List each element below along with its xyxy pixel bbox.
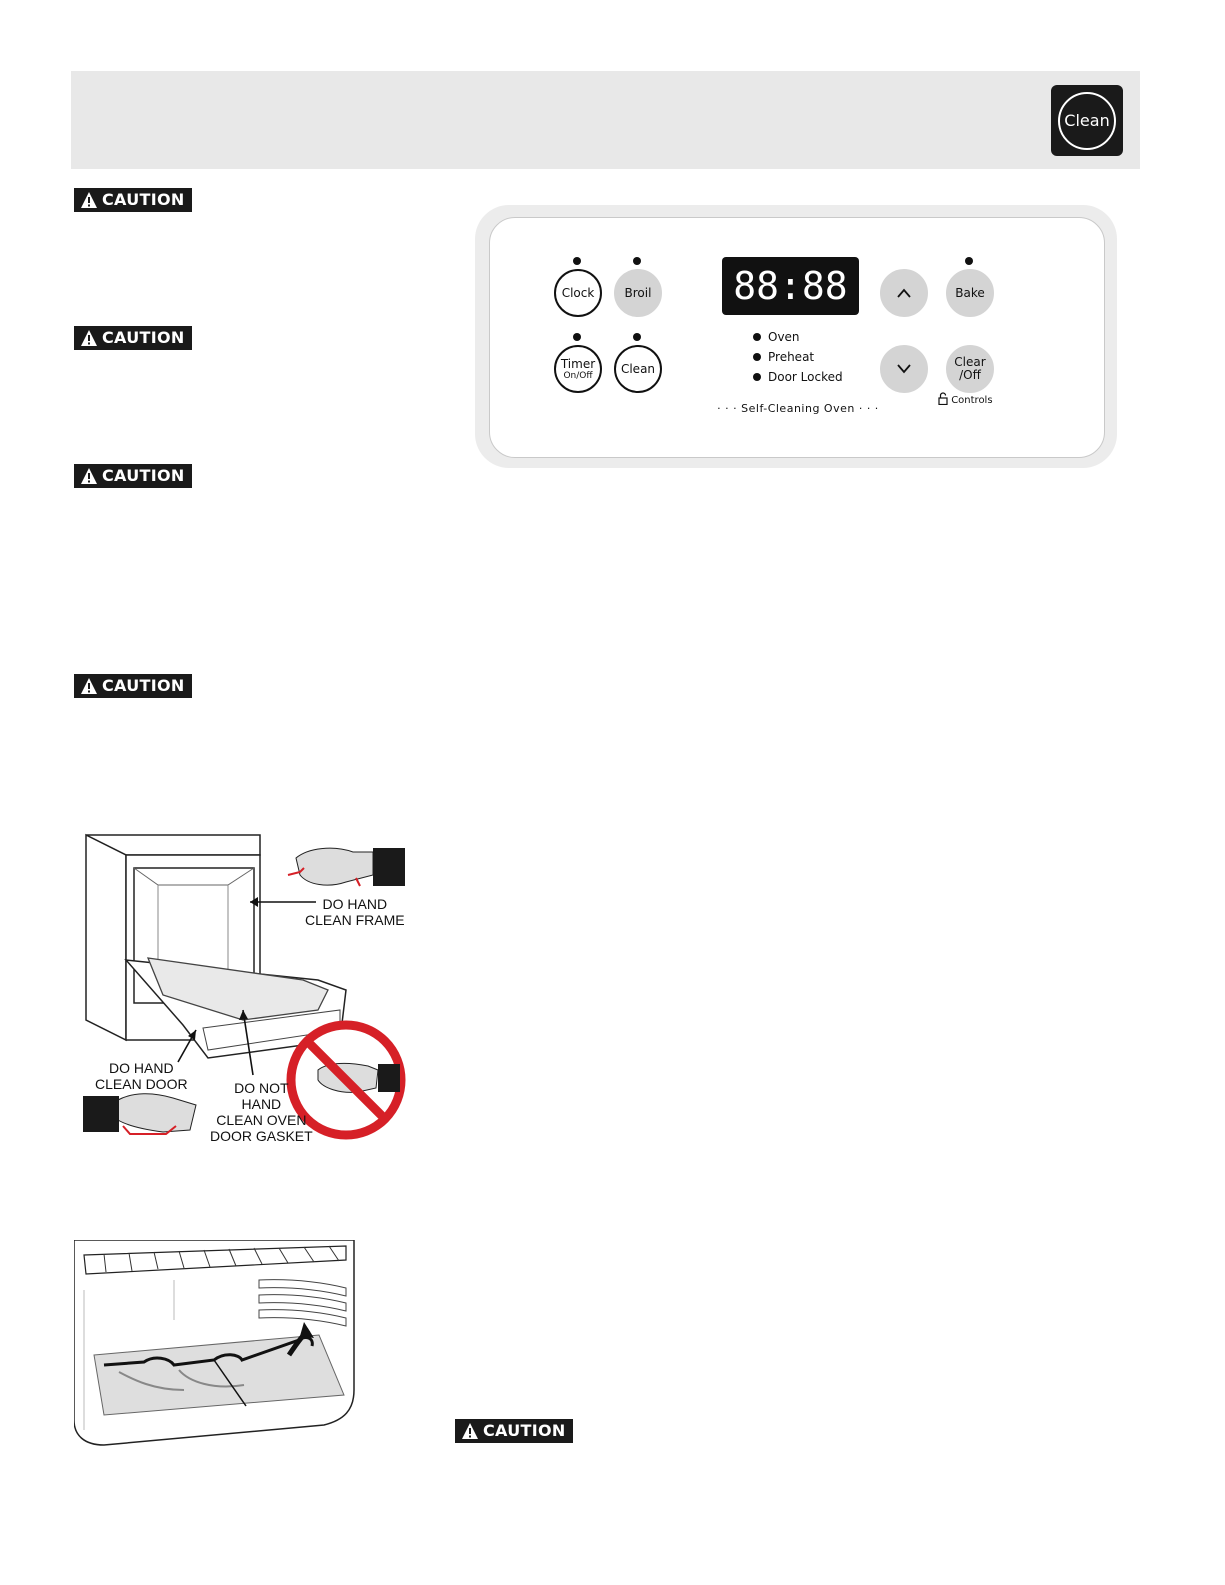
warning-triangle-icon xyxy=(80,329,98,347)
caution-label-2: CAUTION xyxy=(74,326,192,350)
up-arrow-button[interactable] xyxy=(880,269,928,317)
down-arrow-button[interactable] xyxy=(880,345,928,393)
clock-display: 88:88 xyxy=(722,257,859,315)
self-cleaning-oven-label: · · · Self-Cleaning Oven · · · xyxy=(717,402,879,415)
bake-element-illustration xyxy=(74,1240,364,1450)
clean-button[interactable]: Clean xyxy=(614,345,662,393)
frame-callout: DO HAND CLEAN FRAME xyxy=(305,896,405,928)
caution-label-1: CAUTION xyxy=(74,188,192,212)
caution-label-3: CAUTION xyxy=(74,464,192,488)
gasket-callout: DO NOT HAND CLEAN OVEN DOOR GASKET xyxy=(210,1080,313,1144)
lock-icon xyxy=(938,392,948,405)
caution-label-4: CAUTION xyxy=(74,674,192,698)
clean-badge-icon xyxy=(1051,85,1123,156)
clock-led xyxy=(573,257,581,265)
header-band xyxy=(71,71,1140,169)
door-callout: DO HAND CLEAN DOOR xyxy=(95,1060,188,1092)
warning-triangle-icon xyxy=(80,467,98,485)
clear-off-button[interactable]: Clear /Off xyxy=(946,345,994,393)
chevron-down-icon xyxy=(896,363,912,375)
lock-controls-label: Controls xyxy=(938,392,993,406)
bake-button[interactable]: Bake xyxy=(946,269,994,317)
door-locked-indicator: Door Locked xyxy=(753,370,843,384)
clock-button[interactable]: Clock xyxy=(554,269,602,317)
timer-button[interactable]: Timer On/Off xyxy=(554,345,602,393)
clean-led xyxy=(633,333,641,341)
timer-led xyxy=(573,333,581,341)
oven-indicator: Oven xyxy=(753,330,800,344)
chevron-up-icon xyxy=(896,287,912,299)
warning-triangle-icon xyxy=(80,677,98,695)
bake-led xyxy=(965,257,973,265)
warning-triangle-icon xyxy=(80,191,98,209)
preheat-indicator: Preheat xyxy=(753,350,814,364)
warning-triangle-icon xyxy=(461,1422,479,1440)
broil-button[interactable]: Broil xyxy=(614,269,662,317)
caution-label-5: CAUTION xyxy=(455,1419,573,1443)
clean-badge-label: Clean xyxy=(1064,111,1110,130)
broil-led xyxy=(633,257,641,265)
